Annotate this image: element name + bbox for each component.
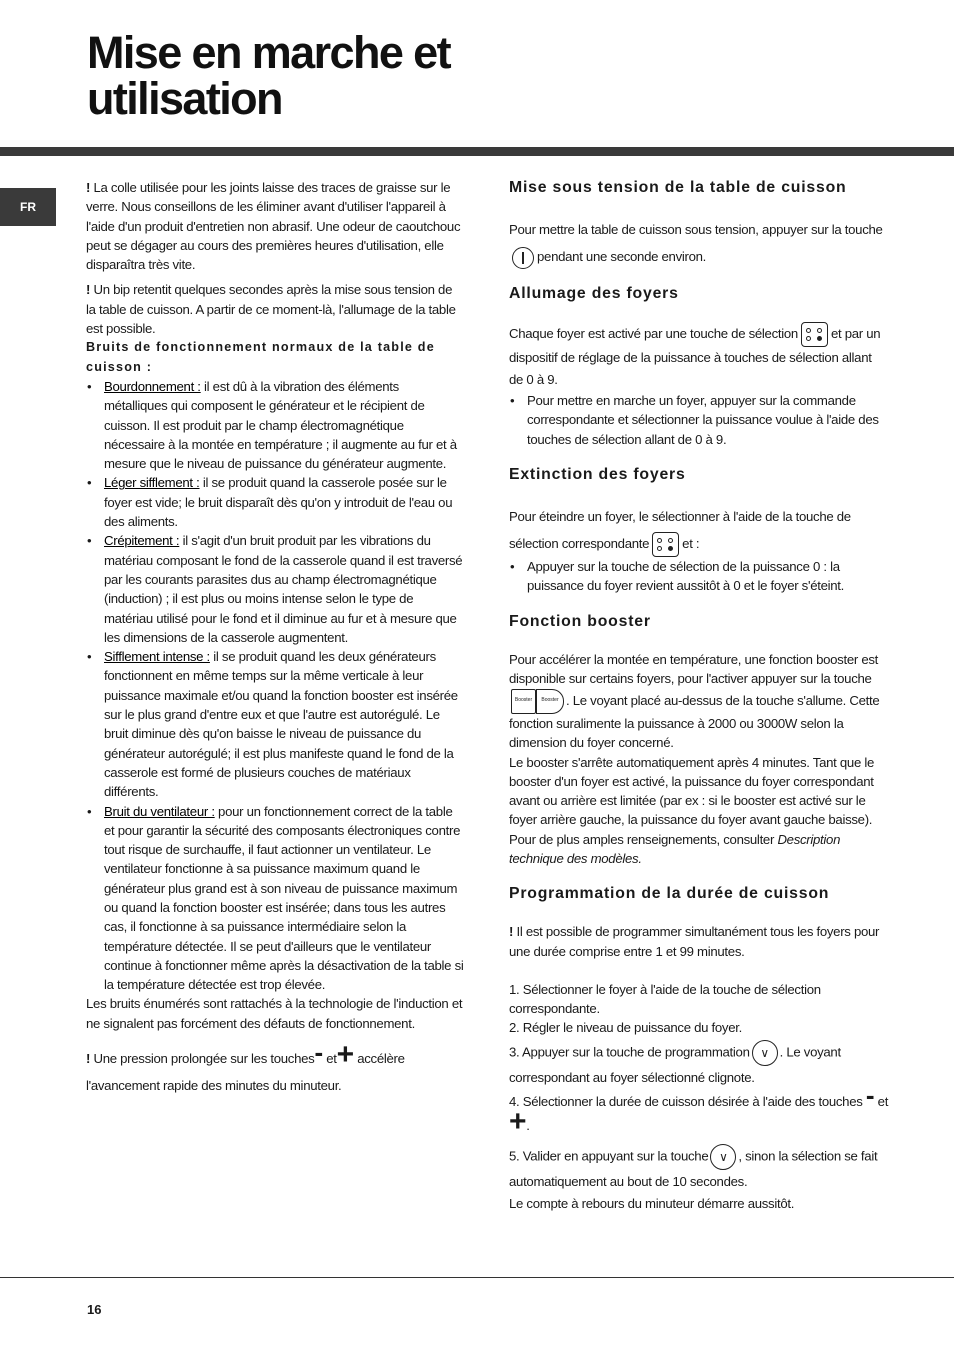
note-glue-text: La colle utilisée pour les joints laisse des traces de graisse sur le verre. Nous conseillons de les éliminer avant d'utiliser l'appareil à l'aide d'un produit d'entretien non abrasif. Une odeur de caoutchouc peut se dégager au cours des premières heures d'utilisation, elle disparaîtra très vite. [86, 180, 461, 273]
spacer [509, 632, 889, 650]
dot [817, 328, 822, 333]
noise-footer: Les bruits énumérés sont rattachés à la technologie de l'induction et ne signalent pas forcément des défauts de fonctionnement. [86, 996, 463, 1031]
dot [668, 538, 673, 543]
spacer [509, 304, 889, 322]
extinction-text-b: et : [682, 535, 700, 551]
programming-step-3-a: 3. Appuyer sur la touche de programmation [509, 1044, 750, 1060]
section-title-booster: Fonction booster [509, 612, 651, 630]
power-on-text-a: Pour mettre la table de cuisson sous tension, appuyer sur la touche [509, 222, 883, 237]
programming-step-4: 4. Sélectionner la durée de cuisson désirée à l'aide des touches - et +. [509, 1079, 889, 1138]
booster-icon: Booster [511, 689, 536, 714]
list-item [86, 377, 464, 473]
list-item [86, 802, 464, 995]
dot [657, 538, 662, 543]
conjunction: et [877, 1093, 889, 1109]
power-on-text-b: pendant une seconde environ. [537, 249, 707, 264]
programming-step-5-a: 5. Valider en appuyant sur la touche [509, 1148, 709, 1164]
note-beep [86, 280, 464, 338]
noise-text: il est dû à la vibration des éléments métalliques qui composent le générateur et le récipient de cuisson. Il est produit par le champ électromagnétique nécessaire à la montée en température ; il augmente au fur et à mesure que le niveau de puissance du générateur augmente. [104, 378, 457, 472]
list-item [86, 647, 464, 801]
noise-text: il se produit quand les deux générateurs fonctionnent en même temps sur la même verticale à leur puissance maximale et/ou quand la fonction booster est insérée sur le plus grand d'entre eux et que l'autre est autorégulé. Le bruit diminue dès qu'on baisse le niveau de puissance du générateur autorégulé; il est plus manifeste quand le fond de la casserole est formé de plusieurs couches de matériaux différents. [104, 649, 458, 800]
ignition-text-b: et par un dispositif de réglage de la puissance à touches de sélection allant de 0 à 9. [509, 325, 881, 387]
page-number: 16 [87, 1302, 102, 1317]
list-item: • Pour mettre en marche un foyer, appuyer sur la commande correspondante et sélectionner la puissance voulue à l'aide des touches de sélection allant de 0 à 9. [509, 391, 889, 449]
ignition-text-a: Chaque foyer est activé par une touche de sélection [509, 325, 798, 341]
exclamation-icon: ! [86, 1051, 91, 1067]
minus-icon: - [314, 1037, 323, 1068]
programming-step-5-b: , sinon la sélection se fait automatiquement au bout de 10 secondes. [509, 1148, 878, 1189]
exclamation-icon: ! [509, 924, 514, 940]
zone-select-icon [652, 532, 679, 557]
list-item [86, 473, 464, 531]
booster-text [509, 650, 889, 753]
list-item [86, 531, 464, 647]
language-tab: FR [0, 188, 56, 226]
spacer [509, 198, 889, 216]
programming-step-4-a: 4. Sélectionner la durée de cuisson désirée à l'aide des touches [509, 1093, 863, 1109]
note-long-press [86, 1037, 464, 1099]
booster-icon: Booster [536, 689, 564, 714]
noise-term: Bruit du ventilateur : [104, 803, 215, 819]
noise-text: il se produit quand la casserole posée sur le foyer est vide; le bruit disparaît dès qu'on y introduit de l'eau ou des aliments. [104, 475, 453, 530]
conjunction: et [326, 1051, 337, 1067]
booster-text-c: Le booster s'arrête automatiquement après 4 minutes. Tant que le booster d'un foyer est activé, la puissance du foyer correspondant avant ou arrière est limitée (par ex : si le booster est activé sur le foyer arrière gauche, la puissance du foyer avant gauche baisse). Pour de plus amples renseignements, consulter [509, 754, 875, 847]
spacer [509, 485, 889, 503]
plus-icon: + [509, 1104, 527, 1138]
title-line-2: utilisation [87, 73, 282, 124]
spacer [509, 270, 889, 284]
dot [806, 328, 811, 333]
booster-text-b: . Le voyant placé au-dessus de la touche s'allume. Cette fonction suralimente la puissance à 2000 ou 3000W selon la dimension du foyer concerné. [509, 692, 880, 750]
note-long-press-text-a: Une pression prolongée sur les touches [93, 1051, 315, 1067]
extinction-list [509, 557, 889, 596]
spacer [509, 596, 889, 612]
noise-text: pour un fonctionnement correct de la table et pour garantir la sécurité des composants électroniques contre tout risque de surchauffe, il faut actionner un ventilateur. Le ventilateur fonctionne à sa puissance maximum quand le générateur plus grand est à son niveau de puissance maximum ou quand la fonction booster est insérée; dans tous les autres cas, il fonctionne à sa puissance intermédiaire selon la température détectée. Il se peut d'ailleurs que le ventilateur continue à fonctionner même après la désactivation de la table si la température détectée est trop élevée. [104, 803, 464, 993]
ignition-list [509, 391, 889, 449]
header-rule [0, 147, 954, 156]
noise-term: Crépitement : [104, 533, 180, 549]
programming-step-3-b: . Le voyant correspondant au foyer sélectionné clignote. [509, 1044, 841, 1085]
section-title-ignition: Allumage des foyers [509, 285, 679, 302]
programming-note-text: Il est possible de programmer simultanément tous les foyers pour une durée comprise entre 1 et 99 minutes. [509, 924, 880, 959]
note-glue [86, 178, 464, 274]
zone-select-icon [801, 322, 828, 347]
section-title-extinction: Extinction des foyers [509, 465, 686, 483]
noise-term: Bourdonnement : [104, 378, 201, 394]
dot [806, 336, 811, 341]
noise-heading: Bruits de fonctionnement normaux de la table de cuisson : [86, 340, 435, 374]
spacer [509, 449, 889, 465]
spacer [509, 904, 889, 922]
noise-list [86, 377, 464, 995]
page-title [87, 27, 450, 124]
dot [668, 546, 673, 551]
minus-icon: - [865, 1079, 875, 1110]
section-title-power-on: Mise sous tension de la table de cuisson [509, 179, 847, 196]
section-title-programming: Programmation de la durée de cuisson [509, 885, 830, 903]
spacer [509, 868, 889, 884]
programming-step-5 [509, 1144, 889, 1194]
list-item: • Appuyer sur la touche de sélection de la puissance 0 : la puissance du foyer revient aussitôt à 0 et le foyer s'éteint. [509, 557, 889, 596]
booster-reference: Description technique des modèles. [509, 831, 841, 866]
programming-step-1: 1. Sélectionner le foyer à l'aide de la touche de sélection correspondante. [509, 981, 821, 1017]
note-long-press-text-b: accélère l'avancement rapide des minutes du minuteur. [86, 1051, 405, 1094]
dot [657, 546, 662, 551]
ignition-text [509, 322, 889, 391]
footer-rule [0, 1277, 954, 1278]
power-on-text [509, 216, 889, 270]
programming-note [509, 922, 889, 961]
booster-text-a: Pour accélérer la montée en température, une fonction booster est disponible sur certains foyers, pour l'activer appuyer sur la touche [509, 651, 879, 686]
programming-step-2: 2. Régler le niveau de puissance du foyer. [509, 1020, 742, 1036]
noise-term: Léger sifflement : [104, 475, 200, 491]
extinction-text [509, 503, 889, 557]
right-column [509, 178, 889, 1213]
plus-icon: + [336, 1038, 354, 1072]
programming-final: Le compte à rebours du minuteur démarre aussitôt. [509, 1195, 795, 1211]
noise-term: Sifflement intense : [104, 649, 210, 665]
exclamation-icon: ! [86, 282, 91, 298]
exclamation-icon: ! [86, 180, 91, 195]
booster-text-2 [509, 753, 889, 869]
timer-icon: ∨ [710, 1144, 736, 1170]
left-column [86, 178, 464, 1099]
noise-text: il s'agit d'un bruit produit par les vibrations du matériau composant le fond de la casserole quand il est traversé par les courants parasites dus au champ électromagnétique (induction) ; il est plus ou moins intense selon le type de matériau utilisé pour le fond et il diminue au fur et à mesure que les dimensions de la casserole augmentent. [104, 533, 463, 645]
spacer [509, 961, 889, 980]
dot [817, 336, 822, 341]
timer-icon: ∨ [752, 1040, 778, 1066]
title-line-1: Mise en marche et [87, 27, 450, 78]
programming-step-3 [509, 1040, 889, 1090]
power-icon [512, 247, 534, 269]
note-beep-text: Un bip retentit quelques secondes après la mise sous tension de la table de cuisson. A partir de ce moment-là, l'allumage de la table est possible. [86, 282, 456, 337]
extinction-text-a: Pour éteindre un foyer, le sélectionner à l'aide de la touche de sélection correspondante [509, 508, 851, 551]
